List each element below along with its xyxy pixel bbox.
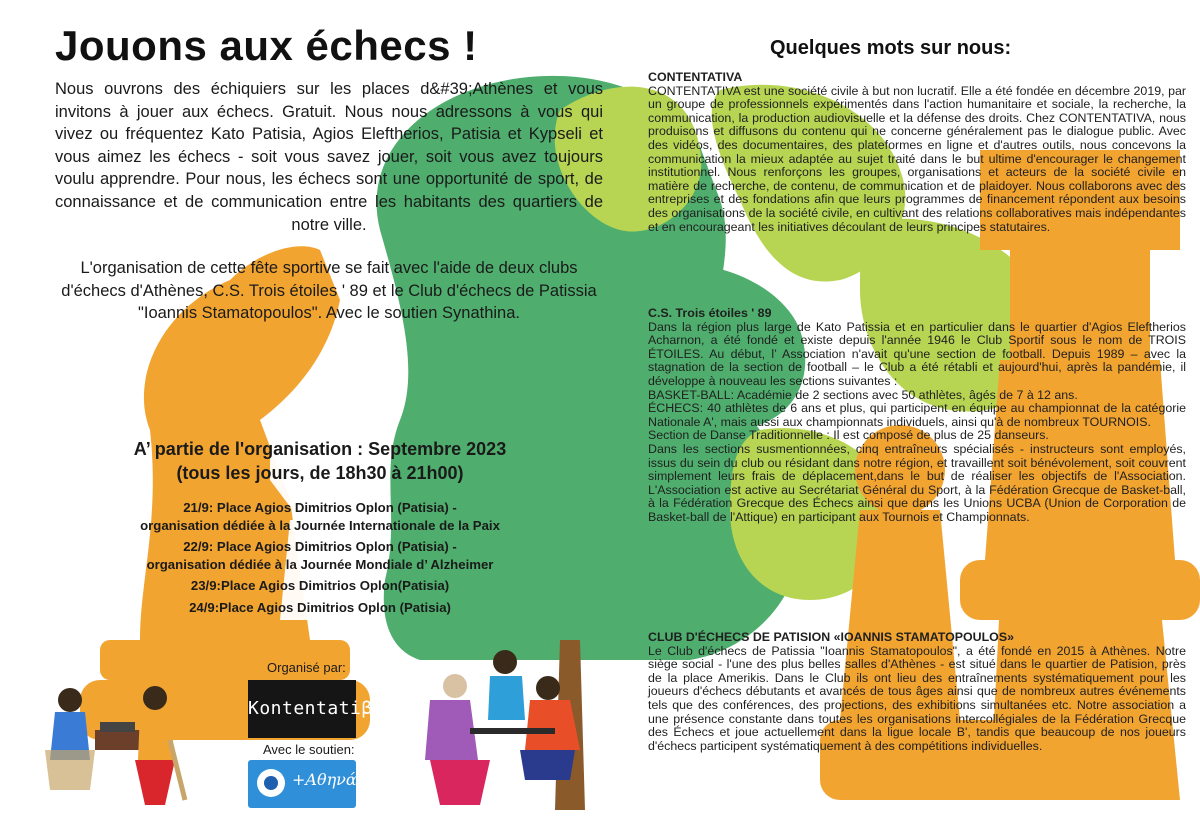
event-line: organisation dédiée à la Journée Internationale de la Paix xyxy=(140,517,500,533)
athens-logo-text: +Αθηνά xyxy=(292,770,357,789)
section-item: Section de Danse Traditionnelle : Il est composé de plus de 25 danseurs. xyxy=(648,428,1049,443)
city-seal-icon xyxy=(257,769,285,797)
events-list xyxy=(95,499,545,621)
kontentativa-logo: Kontentatiβa xyxy=(248,680,356,738)
section-heading: CLUB D'ÉCHECS DE PATISION «IOANNIS STAMATOPOULOS» xyxy=(648,630,1014,644)
section-body: CONTENTATIVA est une société civile à but non lucratif. Elle a été fondée en décembre 2019, par un groupe de professionnels expérimentés dans l'action humanitaire et sociale, la recherche, la communication, la production audiovisuelle et la défense des droits. Chez CONTENTATIVA, nous produisons et diffusons du contenu qui ne concerne généralement pas le dialogue public. Avec des vidéos, des documentaires, des plateformes en ligne et d'autres outils, nous concevons la communication la mieux adaptée au sujet traité dans le but ultime d'encourager le changement institutionnel. Nous renforçons les groupes, organisations et acteurs de la société civile en matière de recherche, de contenu, de communication et de plaidoyer. Nous collaborons avec des entreprises et des fondations afin que leurs programmes de financement répondent aux besoins des organisations de la société civile, en cultivant des relations collaboratives mais indépendantes et en encourageant les initiatives découlant de leurs principes statutaires. xyxy=(648,83,1186,234)
intro-paragraph: Nous ouvrons des échiquiers sur les places d&#39;Athènes et vous invitons à jouer aux échecs. Gratuit. Nous nous adressons à vous qui vivez ou fréquentez Kato Patisia, Agios Eleftherios, Patisia et Kypseli et vous aimez les échecs - soit vous savez jouer, soit vous avez toujours voulu apprendre. Pour nous, les échecs sont une opportunité de sport, de connaissance et de communication entre les habitants des quartiers de notre ville. xyxy=(55,80,603,234)
about-section-patision-club xyxy=(648,631,1186,753)
event-item xyxy=(95,599,545,617)
section-body: Le Club d'échecs de Patissia "Ioannis Stamatopoulos", a été fondé en 2015 à Athènes. Notre siège social - l'une des plus belles salles d'Athènes - est situé dans le quartier de Patision, près de la place Amerikis. Dans le Club ils ont lieu des entraînements systématiquement pour les joueurs d'échecs débutants et avancés de tous âges ainsi que de nombreux autres événements tels que des conférences, des projections, des exhibitions simultanées etc. Notre association a une présence constante dans toutes les organisations intercollégiales de la Fédération Grecque des Échecs et joue actuellement dans la ligue locale B', tandis que beaucoup de nos joueurs d'échecs participent systématiquement à des compétitions individuelles. xyxy=(648,643,1186,753)
clubs-paragraph: L'organisation de cette fête sportive se fait avec l'aide de deux clubs d'échecs d'Athènes, C.S. Trois étoiles ' 89 et le Club d'échecs de Patissia "Ioannis Stamatopoulos". Avec le soutien Synathina. xyxy=(61,259,597,323)
event-line: 21/9: Place Agios Dimitrios Oplon (Patisia) - xyxy=(183,500,457,515)
page-title: Jouons aux échecs ! xyxy=(55,22,478,69)
event-line: 24/9:Place Agios Dimitrios Oplon (Patisia) xyxy=(189,599,451,615)
section-item: BASKET-BALL: Académie de 2 sections avec 50 athlètes, âgés de 7 à 12 ans. xyxy=(648,387,1078,402)
event-line: 22/9: Place Agios Dimitrios Oplon (Patisia) - xyxy=(183,539,457,555)
organisation-date-line: A’ partie de l'organisation : Septembre 2023 xyxy=(133,439,507,459)
event-item xyxy=(95,499,545,534)
section-heading: CONTENTATIVA xyxy=(648,70,743,84)
event-item xyxy=(95,577,545,595)
event-line: 23/9:Place Agios Dimitrios Oplon(Patisia) xyxy=(190,578,450,594)
about-section-trois-etoiles xyxy=(648,307,1186,525)
athens-logo xyxy=(248,760,356,808)
about-section-contentativa xyxy=(648,71,1186,234)
organized-by-label: Organisé par: xyxy=(267,660,346,675)
section-item: ÉCHECS: 40 athlètes de 6 ans et plus, qui participent en équipe au championnat de la catégorie Nationale A', mais aussi aux championnats individuels, ainsi qu'à de nombreux TOURNOIS. xyxy=(648,401,1186,429)
organisation-heading xyxy=(90,437,550,485)
section-body: Dans la région plus large de Kato Patissia et en particulier dans le quartier d'Agios Eleftherios Acharnon, a été fondé et existe depuis l'année 1946 le Club Sportif sous le nom de TROIS ÉTOILES. Au début, l’ Association n'avait qu'une section de football. Depuis 1989 – avec la stagnation de la section de football – le Club a été rétabli et aujourd'hui, après la pandémie, il développe à nouveau les sections suivantes : xyxy=(648,319,1186,388)
section-item: Dans les sections susmentionnées, cinq entraîneurs spécialisés - instructeurs sont employés, issus du sein du club ou résidant dans notre région, et travaillent soit bénévolement, soit couvrent simplement leurs frais de déplacement,dans le but de réaliser les objectifs de l'Association. L'Association est active au Secrétariat Général du Sport, à la Fédération Grecque de Basket-ball, à la Fédération Grecque des Échecs ainsi que dans les Unions UCBA (Union de Corporation de Basket-ball de l'Attique) en participant aux Tournois et Championnats. xyxy=(648,441,1186,524)
section-heading: C.S. Trois étoiles ' 89 xyxy=(648,306,772,320)
about-title: Quelques mots sur nous: xyxy=(770,37,1012,59)
organisation-hours-line: (tous les jours, de 18h30 à 21h00) xyxy=(176,463,464,483)
support-label: Avec le soutien: xyxy=(263,742,355,757)
event-item xyxy=(95,538,545,573)
event-line: organisation dédiée à la Journée Mondiale d’ Alzheimer xyxy=(146,556,494,572)
